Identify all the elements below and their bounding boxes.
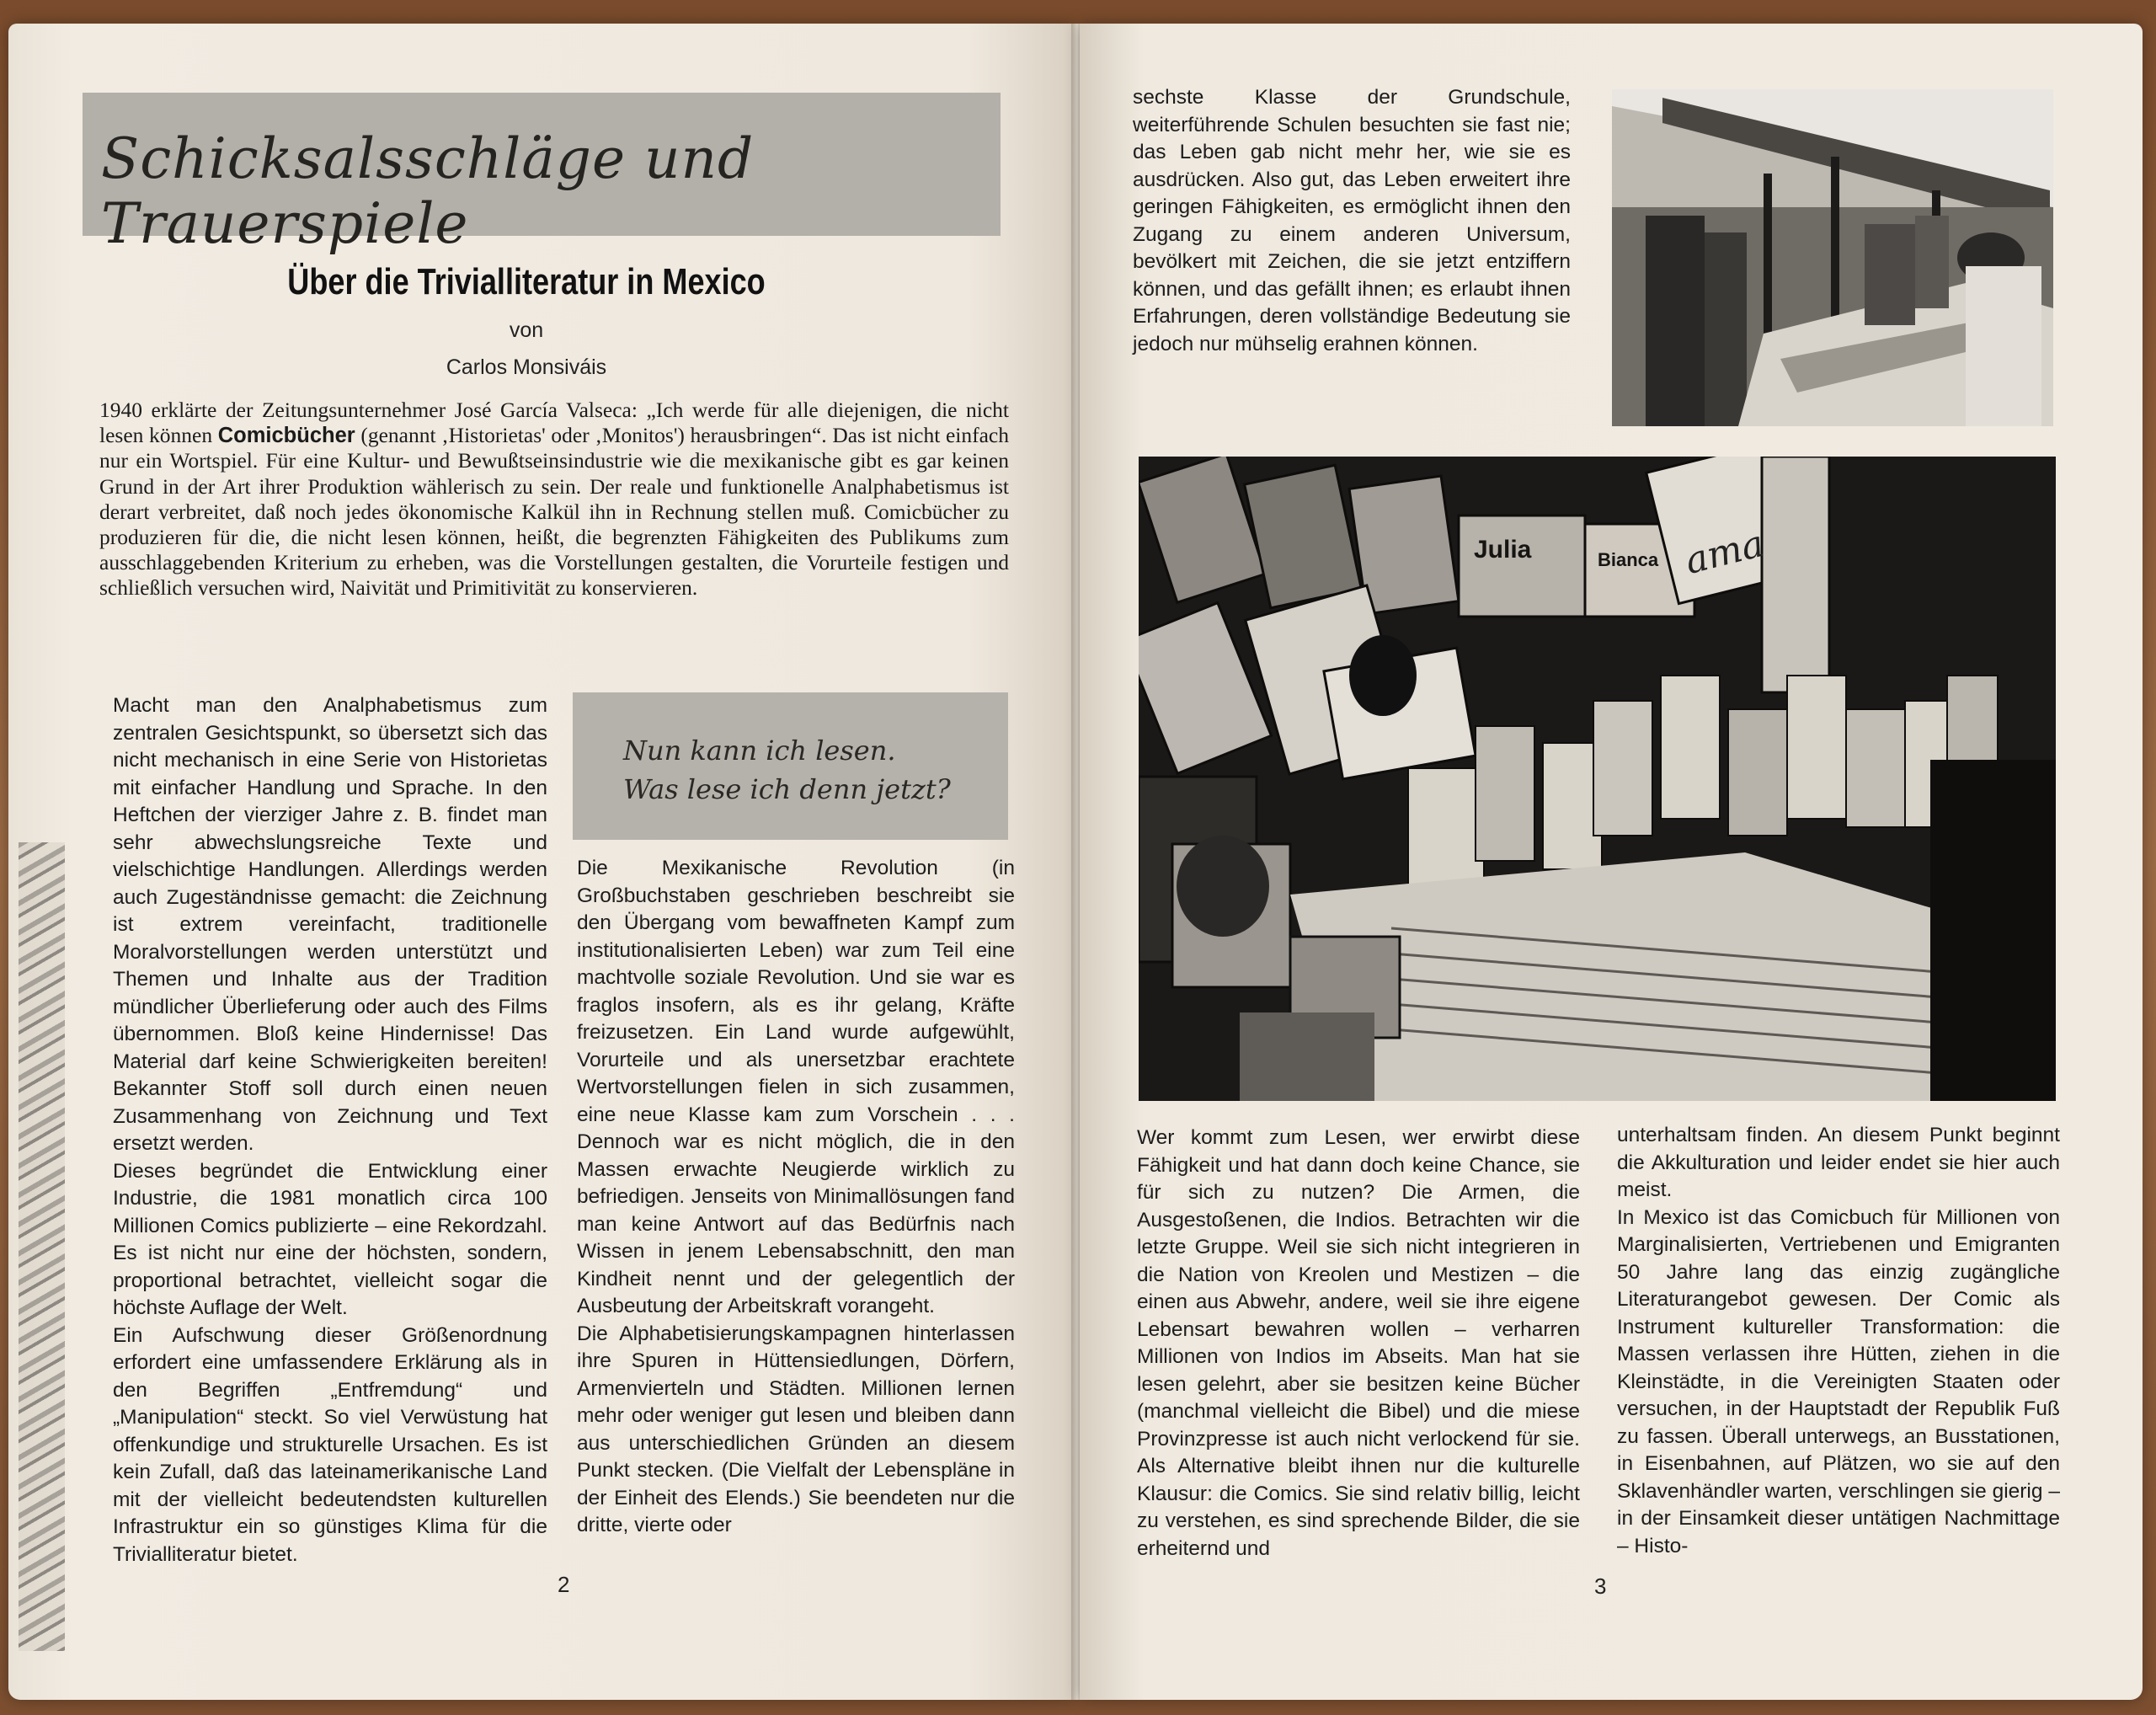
paragraph: Dieses begründet die Entwicklung einer Industrie, die 1981 monatlich circa 100 Millionen Comics publizierte – eine Rekordzahl. Es ist nicht nur eine der höchsten, sondern, proportional betrachtet, vielleicht sogar die höchste Auflage der Welt. — [113, 1159, 547, 1319]
intro-paragraph: 1940 erklärte der Zeitungsunternehmer José García Valseca: „Ich werde für alle diejenigen, die nicht lesen können Comicbücher (genannt ‚Historietas' oder ‚Monitos') herausbringen“. Das ist nicht einfach nur ein Wortspiel. Für eine Kultur- und Bewußtseinsindustrie wie die mexikanische gibt es gar keinen Grund in der Art ihrer Produktion wählerisch zu sein. Der reale und funktionelle Analphabetismus ist derart verbreitet, daß noch jedes ökonomische Kalkül ihn in Rechnung stellen muß. Comicbücher zu produzieren für die, die nicht lesen können, heißt, die begrenzten Fähigkeiten des Publikums zum ausschlaggebenden Kriterium zu erheben, was die Vorstellungen gestalten, die Vorurteile festigen und schließlich versuchen wird, Naivität und Primitivität zu konservieren. — [99, 398, 1009, 601]
paragraph: Macht man den Analphabetismus zum zentralen Gesichtspunkt, so übersetzt sich das nicht mechanisch in eine Serie von Historietas mit einfacher Handlung und Sprache. In den Heftchen der vierziger Jahre z. B. findet man sehr abwechslungsreiche Texte und vielschichtige Handlungen. Allerdings werden auch Zugeständnisse gemacht: die Zeichnung ist extrem vereinfacht, traditionelle Moralvorstellungen werden unterstützt und Themen und Inhalte aus der Tradition mündlicher Überlieferung oder auch des Films übernommen. Bloß keine Hindernisse! Das Material darf keine Schwierigkeiten bereiten! Bekannter Stoff soll durch einen neuen Zusammenhang von Zeichnung und Text ersetzt werden. — [113, 694, 547, 1155]
magazine-title-ama: ama — [1680, 521, 1769, 584]
paragraph: unterhaltsam finden. An diesem Punkt beginnt die Akkulturation und leider endet sie hier auch meist. — [1617, 1124, 2060, 1201]
left-column — [113, 692, 547, 1568]
right-column-2 — [1617, 1122, 2060, 1560]
paragraph: Ein Aufschwung dieser Größenordnung erfordert eine umfassendere Erklärung als in den Begriffen „Entfremdung“ und „Manipulation“ steckt. So viel Verwüstung hat offenkundige und strukturelle Ursachen. Es ist kein Zufall, daß das lateinamerikanische Land mit der vielleicht bedeutendsten kulturellen Infrastruktur ein so günstiges Klima für die Trivialliteratur bietet. — [113, 1323, 547, 1566]
emphasis-comicbuecher: Comicbücher — [217, 424, 355, 448]
right-top-column — [1133, 84, 1571, 358]
right-column-1 — [1137, 1125, 1580, 1563]
middle-column — [577, 855, 1015, 1540]
page-edge-decoration — [19, 842, 65, 1651]
paragraph: Die Mexikanische Revolution (in Großbuchstaben geschrieben beschreibt sie den Übergang vom bewaffneten Kampf zum institutionalisierten Leben) war zum Teil eine machtvolle soziale Revolution. Und sie war es fraglos insofern, als es ihr gelang, Kräfte freizusetzen. Ein Land wurde aufgewühlt, Vorurteile und als unersetzbar erachtete Wertvorstellungen fielen in sich zusammen, eine neue Klasse kam zum Vorschein . . . Dennoch war es nicht möglich, die in den Massen erwachte Neugierde wirklich zu befriedigen. Jenseits von Minimallösungen fand man keine Antwort auf das Bedürfnis nach Wissen in jenem Lebensabschnitt, den man Kindheit nennt und der gelegentlich der Ausbeutung der Arbeitskraft vorangeht. — [577, 857, 1015, 1317]
byline-von: von — [509, 318, 544, 342]
paragraph: In Mexico ist das Comicbuch für Millionen von Marginalisierten, Vertriebenen und Emigranten 50 Jahre lang das einzig zugängliche Literaturangebot gewesen. Der Comic als Instrument kultureller Transformation: die Massen verlassen ihre Hütten, ziehen in die Kleinstädte, in die Vereinigten Staaten oder versuchen, in der Hauptstadt der Republik Fuß zu fassen. Überall unterwegs, an Busstationen, in Eisenbahnen, auf Plätzen, wo sie auf den Sklavenhändler warten, verschlingen sie gierig – in der Einsamkeit dieser untätigen Nachmittage – Histo- — [1617, 1205, 2060, 1557]
comics-stand-photo — [1139, 457, 2056, 1101]
paragraph: Wer kommt zum Lesen, wer erwirbt diese Fähigkeit und hat dann doch keine Chance, sie für sich zu nutzen? Die Armen, die Ausgestoßenen, die Indios. Betrachten wir die letzte Gruppe. Weil sie sich nicht integrieren in die Nation von Kreolen und Mestizen – die einen aus Abwehr, andere, weil sie ihre eigene Lebensart bewahren wollen – verharren Millionen von Indios im Abseits. Man hat sie lesen gelehrt, aber sie besitzen keine Bücher (manchmal vielleicht die Bibel) und die miese Provinzpresse ist auch nicht verlockend für sie. Als Alternative bleibt ihnen nur die kulturelle Klausur: die Comics. Sie sind relativ billig, leicht zu verstehen, es sind sprechende Bilder, die sie erheiternd und — [1137, 1126, 1580, 1560]
market-photo — [1612, 89, 2053, 426]
paragraph: Die Alphabetisierungskampagnen hinterlassen ihre Spuren in Hüttensiedlungen, Dörfern, Armenvierteln und Städten. Millionen lernen mehr oder weniger gut lesen und bleiben dann aus unterschiedlichen Gründen an diesem Punkt stecken. (Die Vielfalt der Lebenspläne in der Einheit des Elends.) Sie beendeten nur die dritte, vierte oder — [577, 1322, 1015, 1536]
article-headline: Über die Trivialliteratur in Mexico — [287, 261, 766, 302]
pull-quote: Nun kann ich lesen. Was lese ich denn jetzt? — [623, 735, 951, 805]
magazine-title-julia: Julia — [1474, 536, 1532, 564]
paragraph: sechste Klasse der Grundschule, weiterführende Schulen besuchten sie fast nie; das Leben gab nicht mehr her, wie sie es ausdrücken. Also gut, das Leben erweitert ihre geringen Fähigkeiten, es ermöglicht ihnen den Zugang zu einem anderen Universum, bevölkert mit Zeichen, die sie jetzt entziffern können, und das gefällt ihnen; es erlaubt ihnen Erfahrungen, deren vollständige Bedeutung sie jedoch nur mühselig erahnen können. — [1133, 86, 1571, 355]
page-number-right: 3 — [1594, 1573, 1607, 1599]
page-title: Schicksalsschläge und Trauerspiele — [101, 126, 755, 256]
page-number-left: 2 — [558, 1572, 570, 1597]
magazine-title-bianca: Bianca — [1598, 549, 1659, 570]
author-name: Carlos Monsiváis — [446, 355, 607, 379]
